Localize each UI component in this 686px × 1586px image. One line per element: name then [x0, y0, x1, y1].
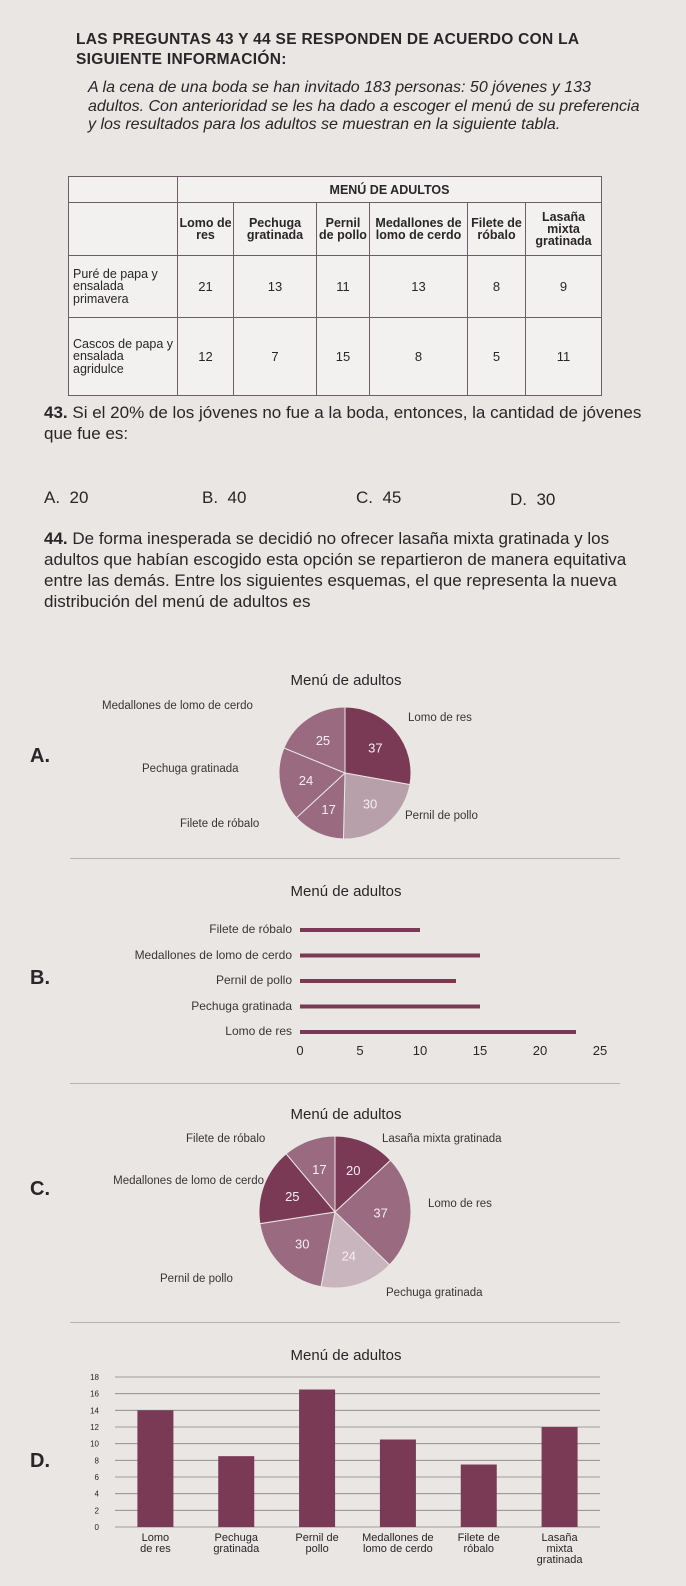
slice-value: 30: [362, 796, 378, 812]
question-number: 44.: [44, 529, 68, 548]
tick-label: 15: [472, 1043, 488, 1058]
category-label: Lasaña mixta gratinada: [536, 1532, 583, 1566]
question-text: Si el 20% de los jóvenes no fue a la boda, entonces, la cantidad de jóvenes que fue es:: [44, 403, 642, 443]
table-cell: 12: [178, 318, 234, 396]
category-label: Pernil de pollo: [215, 973, 292, 987]
row-label: Cascos de papa y ensalada agridulce: [69, 318, 178, 396]
option-a[interactable]: A. 20: [44, 488, 89, 507]
chart-title: Menú de adultos: [290, 1347, 402, 1364]
option-c[interactable]: C. 45: [356, 488, 402, 507]
slice-value: 25: [285, 1188, 300, 1204]
bar: [218, 1456, 254, 1527]
bar-chart-d: [75, 1370, 615, 1585]
category-label: Medallones de lomo de cerdo: [134, 947, 292, 962]
question-44: [44, 528, 640, 612]
divider: [70, 858, 620, 859]
tick-label: 5: [356, 1043, 364, 1058]
tick-label: 10: [90, 1439, 99, 1449]
divider: [70, 1322, 620, 1323]
tick-label: 14: [90, 1406, 99, 1416]
question-43: [44, 402, 644, 444]
table-cell: 11: [526, 318, 602, 396]
slice-label: Lomo de res: [428, 1198, 492, 1210]
option-b-letter[interactable]: B.: [30, 967, 50, 989]
slice-label: Medallones de lomo de cerdo: [102, 700, 253, 712]
col-header: Pernil de pollo: [317, 203, 370, 256]
slice-label: Pernil de pollo: [160, 1273, 233, 1285]
category-label: Lomo de res: [140, 1532, 171, 1555]
tick-label: 25: [592, 1043, 608, 1058]
option-c-letter[interactable]: C.: [30, 1178, 50, 1200]
bar: [542, 1427, 578, 1527]
slice-label: Pernil de pollo: [405, 810, 478, 822]
chart-title: Menú de adultos: [290, 1106, 402, 1123]
slice-label: Lasaña mixta gratinada: [382, 1133, 502, 1145]
chart-title: Menú de adultos: [290, 883, 402, 900]
table-cell: 15: [317, 318, 370, 396]
bar: [300, 979, 456, 983]
slice-value: 17: [321, 802, 336, 818]
pie-chart-a: [230, 700, 430, 850]
question-number: 43.: [44, 403, 68, 422]
tick-label: 12: [90, 1423, 99, 1432]
tick-label: 6: [94, 1473, 99, 1482]
row-label: Puré de papa y ensalada primavera: [69, 256, 178, 318]
pie-chart-c: [230, 1130, 430, 1310]
table-cell: 9: [526, 256, 602, 318]
table-cell: 8: [468, 256, 526, 318]
table-title: MENÚ DE ADULTOS: [178, 177, 602, 203]
table-cell: 7: [234, 318, 317, 396]
bar: [299, 1390, 335, 1528]
tick-label: 2: [94, 1506, 99, 1516]
col-header: Lasaña mixta gratinada: [526, 203, 602, 256]
table-cell: 11: [317, 256, 370, 318]
category-label: Lomo de res: [225, 1024, 292, 1038]
option-d[interactable]: D. 30: [510, 490, 556, 509]
table-cell: 5: [468, 318, 526, 396]
bar: [137, 1410, 173, 1527]
slice-value: 20: [345, 1163, 361, 1179]
bar: [300, 1030, 576, 1034]
bar-chart-b: [290, 915, 620, 1065]
option-b[interactable]: B. 40: [202, 488, 247, 507]
slice-label: Filete de róbalo: [180, 818, 260, 830]
table-cell: 13: [370, 256, 468, 318]
slice-label: Filete de róbalo: [186, 1133, 266, 1145]
slice-value: 24: [298, 772, 314, 788]
bar: [300, 928, 420, 932]
category-label: Medallones de lomo de cerdo: [362, 1532, 434, 1555]
bar: [380, 1440, 416, 1528]
adult-menu-table: [68, 176, 602, 396]
divider: [70, 1083, 620, 1084]
tick-label: 8: [94, 1456, 99, 1466]
bar: [461, 1465, 497, 1528]
category-label: Filete de róbalo: [457, 1532, 500, 1555]
slice-label: Pechuga gratinada: [386, 1287, 483, 1299]
category-label: Pechuga gratinada: [213, 1532, 260, 1555]
col-header: Pechuga gratinada: [234, 203, 317, 256]
col-header: Filete de róbalo: [468, 203, 526, 256]
slice-value: 25: [315, 733, 331, 749]
slice-value: 24: [341, 1248, 357, 1264]
col-header: Lomo de res: [178, 203, 234, 256]
slice-label: Pechuga gratinada: [142, 763, 239, 775]
table-cell: 21: [178, 256, 234, 318]
bar: [300, 1005, 480, 1009]
category-label: Pernil de pollo: [295, 1532, 339, 1555]
table-row: [69, 318, 602, 396]
tick-label: 0: [94, 1523, 99, 1532]
col-header: Medallones de lomo de cerdo: [370, 203, 468, 256]
slice-label: Medallones de lomo de cerdo: [113, 1175, 264, 1187]
option-a-letter[interactable]: A.: [30, 745, 50, 767]
table-row: [69, 256, 602, 318]
tick-label: 20: [532, 1043, 548, 1058]
table-cell: 13: [234, 256, 317, 318]
question-text: De forma inesperada se decidió no ofrecer lasaña mixta gratinada y los adultos que habían escogido esta opción se repartieron de manera equitativa entre las demás. Entre los siguientes esquemas, el que representa la nueva distribución del menú de adultos es: [44, 529, 627, 611]
slice-value: 17: [312, 1162, 327, 1178]
slice-value: 37: [373, 1205, 388, 1221]
intro-paragraph: A la cena de una boda se han invitado 183 personas: 50 jóvenes y 133 adultos. Con anterioridad se les ha dado a escoger el menú de su preferencia y los resultados para los adultos se muestran en la siguiente tabla.: [88, 79, 640, 133]
section-header: LAS PREGUNTAS 43 Y 44 SE RESPONDEN DE ACUERDO CON LA SIGUIENTE INFORMACIÓN:: [76, 31, 579, 68]
table-cell: 8: [370, 318, 468, 396]
tick-label: 18: [90, 1373, 99, 1382]
tick-label: 16: [90, 1389, 99, 1399]
slice-value: 37: [368, 740, 383, 756]
tick-label: 0: [296, 1043, 304, 1058]
category-label: Filete de róbalo: [209, 922, 292, 936]
chart-title: Menú de adultos: [290, 672, 402, 689]
slice-value: 30: [295, 1236, 310, 1252]
slice-label: Lomo de res: [408, 712, 472, 724]
bar: [300, 954, 480, 958]
category-label: Pechuga gratinada: [191, 998, 292, 1013]
option-d-letter[interactable]: D.: [30, 1450, 50, 1472]
tick-label: 4: [94, 1489, 99, 1499]
tick-label: 10: [412, 1043, 428, 1058]
